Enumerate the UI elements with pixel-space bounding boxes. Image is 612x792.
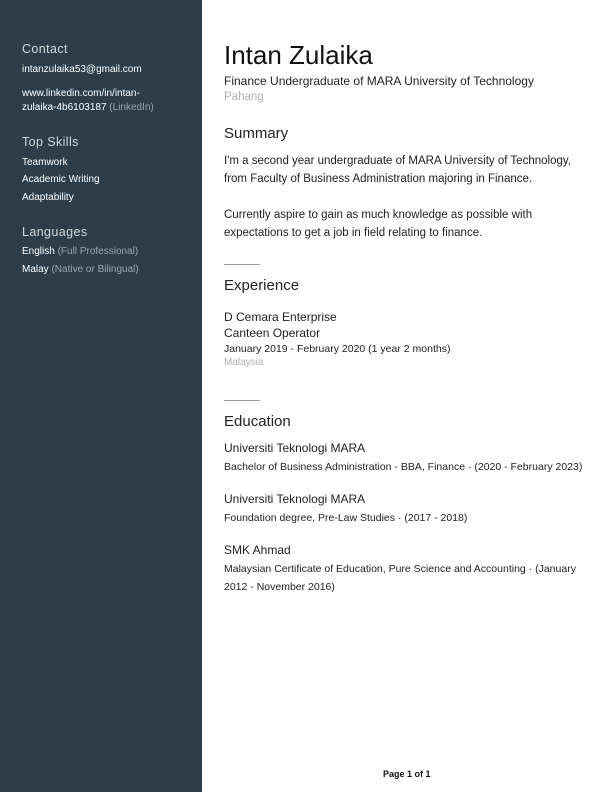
language-level: (Native or Bilingual): [51, 264, 139, 275]
profile-headline: Finance Undergraduate of MARA University of Technology: [224, 74, 534, 88]
summary-line: expectations to get a job in field relating to finance.: [224, 227, 483, 239]
page-number: Page 1 of 1: [383, 769, 431, 779]
education-detail: Bachelor of Business Administration - BBA, Finance · (2020 - February 2023): [224, 461, 583, 473]
section-divider: [224, 264, 260, 265]
experience-dates: January 2019 - February 2020 (1 year 2 months): [224, 343, 451, 355]
summary-line: I'm a second year undergraduate of MARA University of Technology,: [224, 155, 571, 167]
summary-line: from Faculty of Business Administration majoring in Finance.: [224, 173, 533, 185]
language-name: English: [22, 246, 55, 257]
experience-heading: Experience: [224, 277, 300, 294]
skill-item: Adaptability: [22, 192, 74, 203]
linkedin-url-line2: zulaika-4b6103187: [22, 102, 107, 113]
contact-heading: Contact: [22, 42, 68, 56]
education-detail: Foundation degree, Pre-Law Studies · (2017 - 2018): [224, 512, 468, 524]
skill-item: Teamwork: [22, 157, 68, 168]
top-skills-heading: Top Skills: [22, 135, 79, 149]
summary-heading: Summary: [224, 125, 289, 142]
language-item: [22, 263, 139, 277]
linkedin-suffix: (LinkedIn): [109, 102, 154, 113]
languages-heading: Languages: [22, 225, 88, 239]
education-school: SMK Ahmad: [224, 543, 291, 557]
linkedin-link[interactable]: [22, 87, 154, 115]
education-heading: Education: [224, 413, 291, 430]
education-detail: Malaysian Certificate of Education, Pure Science and Accounting · (January: [224, 563, 576, 575]
section-divider: [224, 400, 260, 401]
experience-title: Canteen Operator: [224, 326, 321, 340]
education-school: Universiti Teknologi MARA: [224, 492, 366, 506]
education-detail-cont: 2012 - November 2016): [224, 581, 335, 593]
email-link[interactable]: intanzulaika53@gmail.com: [22, 64, 142, 75]
sidebar: [0, 0, 202, 792]
experience-company: D Cemara Enterprise: [224, 310, 337, 324]
language-name: Malay: [22, 264, 49, 275]
linkedin-url-line1: www.linkedin.com/in/intan-: [22, 88, 140, 99]
language-level: (Full Professional): [57, 246, 139, 257]
skill-item: Academic Writing: [22, 174, 100, 185]
profile-location: Pahang: [224, 91, 264, 103]
profile-name: Intan Zulaika: [224, 40, 373, 70]
language-item: [22, 245, 138, 259]
education-school: Universiti Teknologi MARA: [224, 441, 366, 455]
experience-location: Malaysia: [224, 357, 264, 368]
summary-line: Currently aspire to gain as much knowledge as possible with: [224, 209, 533, 221]
